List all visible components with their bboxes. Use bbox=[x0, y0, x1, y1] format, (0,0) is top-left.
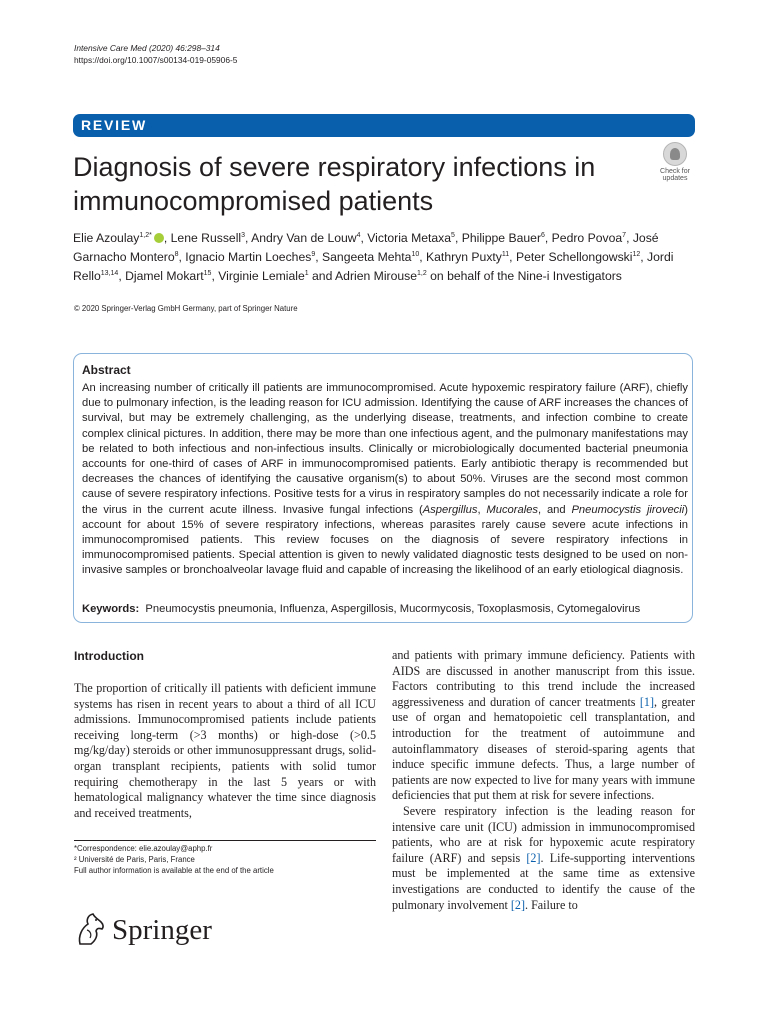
section-heading-introduction: Introduction bbox=[74, 649, 144, 663]
body-column-right bbox=[392, 648, 695, 913]
paragraph: and patients with primary immune deficiency. Patients with AIDS are discussed in another manuscript from this issue. Factors contributing to this trend include the increased aggressiveness and duration of cancer treatments [1], greater use of organ and hematopoietic cell transplantation, and introduction for the treatment of autoimmune and autoinflammatory diseases of steroid-sparing agents that induce specific immune defects. Thus, a large number of patients are now expected to live for many years with immune deficiencies that put them at risk for severe infections. bbox=[392, 648, 695, 803]
citation-link[interactable]: [2] bbox=[510, 897, 526, 912]
footnote-correspondence: *Correspondence: elie.azoulay@aphp.fr bbox=[74, 844, 213, 853]
springer-horse-icon bbox=[74, 910, 108, 948]
body-column-left bbox=[74, 681, 376, 821]
abstract-box bbox=[73, 353, 693, 623]
keywords-line bbox=[82, 603, 640, 615]
copyright-notice: © 2020 Springer-Verlag GmbH Germany, part of Springer Nature bbox=[74, 304, 298, 313]
check-updates-icon bbox=[663, 142, 687, 166]
citation-link[interactable]: [1] bbox=[639, 694, 655, 709]
footnote-divider bbox=[74, 840, 376, 841]
check-for-updates-badge[interactable] bbox=[655, 142, 695, 182]
abstract-heading: Abstract bbox=[82, 363, 131, 377]
citation-link[interactable]: [2] bbox=[526, 850, 541, 865]
doi-link[interactable]: https://doi.org/10.1007/s00134-019-05906-5 bbox=[74, 55, 238, 65]
footnote-author-info: Full author information is available at the end of the article bbox=[74, 866, 274, 875]
springer-logo bbox=[74, 910, 224, 950]
article-title: Diagnosis of severe respiratory infections in immunocompromised patients bbox=[73, 152, 596, 216]
keywords-label: Keywords: bbox=[82, 603, 140, 615]
keywords-list: Pneumocystis pneumonia, Influenza, Aspergillosis, Mucormycosis, Toxoplasmosis, Cytomegalovirus bbox=[145, 603, 641, 615]
publisher-name: Springer bbox=[112, 914, 212, 946]
journal-citation: Intensive Care Med (2020) 46:298–314 bbox=[74, 43, 220, 53]
paragraph: Severe respiratory infection is the leading reason for intensive care unit (ICU) admission in immunocompromised patients, who are at risk for hypoxemic acute respiratory failure (ARF) and sepsis [2]. Life-supporting interventions must be implemented at the same time as extensive investigations are conducted to identify the cause of the pulmonary involvement [2]. Failure to bbox=[392, 803, 695, 912]
orcid-icon[interactable] bbox=[154, 233, 164, 243]
author-list: Elie Azoulay$^{1,2*}$ , Lene Russell$^3$, Andry Van de Louw$^4$, Victoria Metaxa$^5$, Philippe Bauer$^6$, Pedro Povoa$^7$, José Garnacho Montero$^8$, Ignacio Martin Loeches$^9$, Sangeeta Mehta$^{10}$, Kathryn Puxty$^{11}$, Peter Schellongowski$^{12}$, Jordi Rello$^{13,14}$, Djamel Mokart$^{15}$, Virginie Lemiale$^1$ and Adrien Mirouse$^{1,2}$ on behalf of the Nine-i Investigators bbox=[73, 231, 674, 283]
article-type-label: REVIEW bbox=[81, 117, 148, 133]
footnote-affiliation: ² Université de Paris, Paris, France bbox=[74, 855, 195, 864]
abstract-text: An increasing number of critically ill patients are immunocompromised. Acute hypoxemic respiratory failure (ARF), chiefly due to pulmonary infection, is the leading reason for ICU admission. Identifying the cause of ARF increases the chances of survival, but may be extremely challenging, as the underlying disease, treatments, and infection combine to create complex clinical pictures. In addition, there may be more than one infectious agent, and the pulmonary manifestations may be related to both infectious and non-infectious insults. Clinically or microbiologically documented bacterial pneumonia accounts for one-third of cases of ARF in immunocompromised patients. Early antibiotic therapy is recommended but decreases the chances of identifying the causative organism(s) to about 50%. Viruses are the second most common cause of severe respiratory infections. Positive tests for a virus in respiratory samples do not necessarily indicate a role for the virus in the current acute illness. Invasive fungal infections (Aspergillus, Mucorales, and Pneumocystis jirovecii) account for about 15% of severe respiratory infections, whereas parasites rarely cause severe acute infections in immunocompromised patients. This review focuses on the diagnosis of severe respiratory infections in immunocompromised patients. Special attention is given to newly validated diagnostic tests designed to be used on non-invasive samples or bronchoalveolar lavage fluid and capable of increasing the likelihood of an early etiological diagnosis. bbox=[82, 382, 688, 577]
article-type-banner bbox=[73, 114, 695, 137]
paragraph: The proportion of critically ill patients with deficient immune systems has risen in recent years to about a third of all ICU admissions. Immunocompromised patients include patients receiving long-term (>3 months) or high-dose (>0.5 mg/kg/day) steroids or other immunosuppressant drugs, solid-organ transplant recipients, patients with solid tumor requiring chemotherapy in the last 5 years or with hematological malignancy whatever the time since diagnosis and received treatments, bbox=[74, 681, 376, 820]
check-updates-label: Check for updates bbox=[660, 168, 690, 182]
